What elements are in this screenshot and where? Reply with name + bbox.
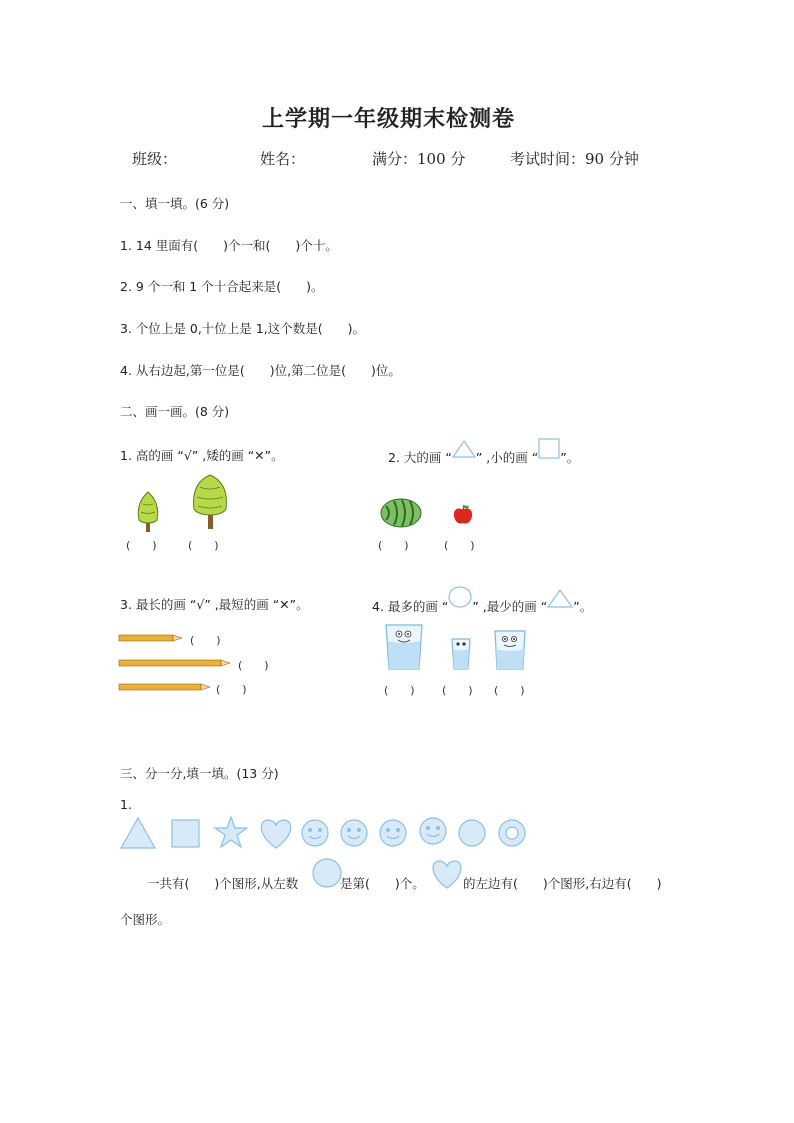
q2-text-b: ” ,小的画 “ [475,450,539,465]
small-cup-answer-blank[interactable]: ( ) [442,684,473,697]
pencil-medium-image [119,683,211,691]
tree-tall-answer-blank[interactable]: ( ) [188,539,219,552]
shape-sequence [118,815,538,855]
smiley-icon [420,818,446,844]
section1-question-4: 4. 从右边起,第一位是( )位,第二位是( )位。 [120,363,401,378]
triangle-icon [452,446,476,462]
section2-question-3: 3. 最长的画 “√” ,最短的画 “✕”。 [120,597,309,612]
name-field-label: 姓名： [260,150,306,168]
section3-line1-part-b: 是第( )个。 [340,876,425,891]
section2-heading: 二、画一画。(8 分) [120,404,230,419]
q4-text-c: ”。 [573,599,593,614]
section2-question-1: 1. 高的画 “√” ,矮的画 “✕”。 [120,448,284,463]
section3-line2: 个图形。 [120,912,171,927]
section1-question-3: 3. 个位上是 0,十位上是 1,这个数是( )。 [120,321,365,336]
medium-cup-image [493,629,527,671]
section1-question-1: 1. 14 里面有( )个一和( )个十。 [120,238,338,253]
apple-image [453,504,473,526]
tree-short-answer-blank[interactable]: ( ) [126,539,157,552]
circle-icon [448,595,472,611]
section1-question-2: 2. 9 个一和 1 个十合起来是( )。 [120,279,324,294]
medium-cup-answer-blank[interactable]: ( ) [494,684,525,697]
class-field-label: 班级： [132,150,178,168]
star-icon [215,817,247,847]
section2-question-4 [372,595,592,615]
ring-icon [499,820,525,846]
square-icon [538,446,560,462]
circle-icon [459,820,485,846]
circle-icon [312,858,342,888]
pencil-long-image [119,659,231,667]
smiley-icon [302,820,328,846]
small-cup-image [451,637,471,671]
triangle-icon [547,595,573,611]
section1-heading: 一、填一填。(6 分) [120,196,230,211]
q4-text-a: 4. 最多的画 “ [372,599,449,614]
smiley-icon [341,820,367,846]
section3-line1-part-c: 的左边有( )个图形,右边有( ) [463,876,662,891]
pencil-short-image [119,634,183,642]
watermelon-answer-blank[interactable]: ( ) [378,539,409,552]
full-score-label: 满分：100 分 [372,150,466,168]
apple-answer-blank[interactable]: ( ) [444,539,475,552]
watermelon-image [380,498,422,528]
heart-icon [430,859,464,889]
large-cup-answer-blank[interactable]: ( ) [384,684,415,697]
section2-question-2 [388,446,579,466]
large-cup-image [384,623,424,671]
triangle-icon [121,818,155,848]
page-title: 上学期一年级期末检测卷 [262,106,516,132]
pencil-short-answer-blank[interactable]: ( ) [190,634,221,647]
exam-time-label: 考试时间：90 分钟 [510,150,639,168]
q2-text-c: ”。 [560,450,580,465]
q2-text-a: 2. 大的画 “ [388,450,452,465]
heart-icon [261,820,290,848]
section3-heading: 三、分一分,填一填。(13 分) [120,766,279,781]
smiley-icon [380,820,406,846]
tall-tree-image [190,473,230,531]
section3-question-1-label: 1. [120,797,132,812]
q4-text-b: ” ,最少的画 “ [472,599,548,614]
section3-line1-part-a: 一共有( )个图形,从左数 [147,876,299,891]
square-icon [172,820,199,847]
pencil-long-answer-blank[interactable]: ( ) [238,659,269,672]
short-tree-image [133,490,163,534]
pencil-medium-answer-blank[interactable]: ( ) [216,683,247,696]
